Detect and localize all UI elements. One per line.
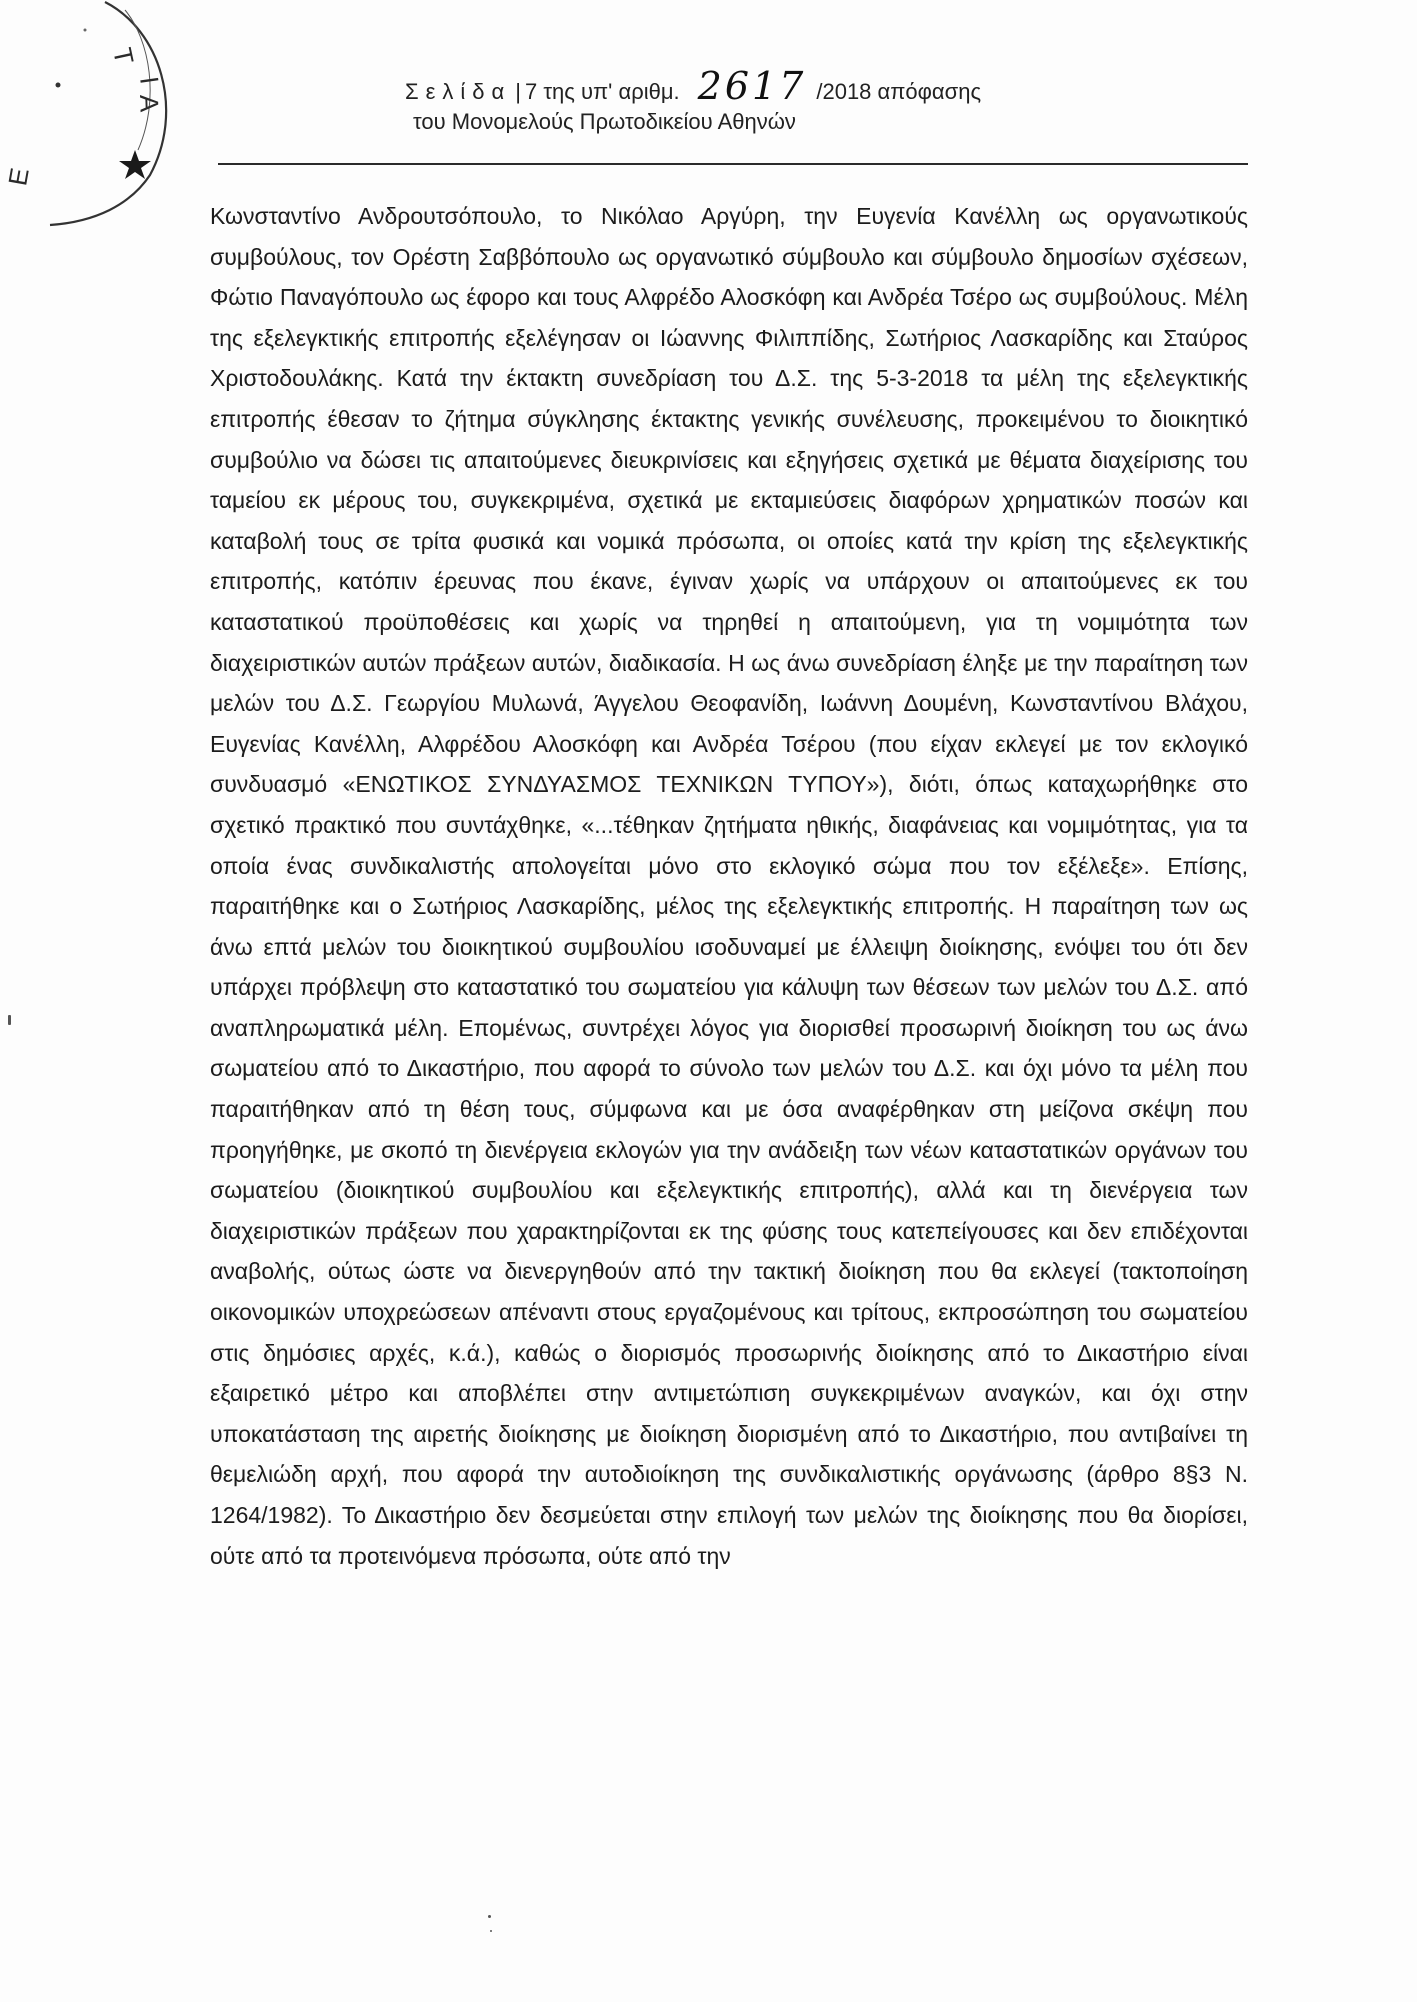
scan-speck	[8, 1015, 11, 1025]
decision-number: 2617	[697, 64, 807, 108]
court-stamp-icon	[2, 0, 180, 230]
svg-text:Ι: Ι	[134, 74, 165, 86]
svg-text:Α: Α	[134, 94, 165, 113]
svg-text:Τ: Τ	[107, 45, 140, 67]
header-divider	[218, 163, 1248, 165]
page-separator: |	[515, 79, 521, 104]
decision-suffix: /2018 απόφασης	[816, 79, 982, 104]
scan-speck	[488, 1915, 491, 1918]
body-text	[210, 196, 1248, 1576]
header-page-line	[405, 64, 1125, 108]
page-header	[405, 64, 1125, 136]
court-name: του Μονομελούς Πρωτοδικείου Αθηνών	[413, 109, 796, 134]
body-paragraph: Κωνσταντίνο Ανδρουτσόπουλο, το Νικόλαο Αργύρη, την Ευγενία Κανέλλη ως οργανωτικούς συμβούλους, τον Ορέστη Σαββόπουλο ως οργανωτικό σύμβουλο και σύμβουλο δημοσίων σχέσεων, Φώτιο Παναγόπουλο ως έφορο και τους Αλφρέδο Αλοσκόφη και Ανδρέα Τσέρο ως συμβούλους. Μέλη της εξελεγκτικής επιτροπής εξελέγησαν οι Ιώαννης Φιλιππίδης, Σωτήριος Λασκαρίδης και Σταύρος Χριστοδουλάκης. Κατά την έκτακτη συνεδρίαση του Δ.Σ. της 5-3-2018 τα μέλη της εξελεγκτικής επιτροπής έθεσαν το ζήτημα σύγκλησης έκτακτης γενικής συνέλευσης, προκειμένου το διοικητικό συμβούλιο να δώσει τις απαιτούμενες διευκρινίσεις και εξηγήσεις σχετικά με θέματα διαχείρισης του ταμείου εκ μέρους του, συγκεκριμένα, σχετικά με εκταμιεύσεις διαφόρων χρηματικών ποσών και καταβολή τους σε τρίτα φυσικά και νομικά πρόσωπα, οι οποίες κατά την κρίση της εξελεγκτικής επιτροπής, κατόπιν έρευνας που έκανε, έγιναν χωρίς να υπάρχουν οι απαιτούμενες εκ του καταστατικού προϋποθέσεις και χωρίς να τηρηθεί η απαιτούμενη, για τη νομιμότητα των διαχειριστικών αυτών πράξεων αυτών, διαδικασία. Η ως άνω συνεδρίαση έληξε με την παραίτηση των μελών του Δ.Σ. Γεωργίου Μυλωνά, Άγγελου Θεοφανίδη, Ιωάννη Δουμένη, Κωνσταντίνου Βλάχου, Ευγενίας Κανέλλη, Αλφρέδου Αλοσκόφη και Ανδρέα Τσέρου (που είχαν εκλεγεί με τον εκλογικό συνδυασμό «ΕΝΩΤΙΚΟΣ ΣΥΝΔΥΑΣΜΟΣ ΤΕΧΝΙΚΩΝ ΤΥΠΟΥ»), διότι, όπως καταχωρήθηκε στο σχετικό πρακτικό που συντάχθηκε, «...τέθηκαν ζητήματα ηθικής, διαφάνειας και νομιμότητας, για τα οποία ένας συνδικαλιστής απολογείται μόνο στο εκλογικό σώμα που τον εξέλεξε». Επίσης, παραιτήθηκε και ο Σωτήριος Λασκαρίδης, μέλος της εξελεγκτικής επιτροπής. Η παραίτηση των ως άνω επτά μελών του διοικητικού συμβουλίου ισοδυναμεί με έλλειψη διοίκησης, ενόψει του ότι δεν υπάρχει πρόβλεψη στο καταστατικό του σωματείου για κάλυψη των θέσεων των μελών του Δ.Σ. από αναπληρωματικά μέλη. Επομένως, συντρέχει λόγος για διορισθεί προσωρινή διοίκηση του ως άνω σωματείου από το Δικαστήριο, που αφορά το σύνολο των μελών του Δ.Σ. και όχι μόνο τα μέλη που παραιτήθηκαν από τη θέση τους, σύμφωνα και με όσα αναφέρθηκαν στη μείζονα σκέψη που προηγήθηκε, με σκοπό τη διενέργεια εκλογών για την ανάδειξη των νέων καταστατικών οργάνων του σωματείου (διοικητικού συμβουλίου και εξελεγκτικής επιτροπής), αλλά και τη διενέργεια των διαχειριστικών πράξεων που χαρακτηρίζονται εκ της φύσης τους κατεπείγουσες και δεν επιδέχονται αναβολής, ούτως ώστε να διενεργηθούν από την τακτική διοίκηση που θα εκλεγεί (τακτοποίηση οικονομικών υποχρεώσεων απέναντι στους εργαζομένους και τρίτους, εκπροσώπηση του σωματείου στις δημόσιες αρχές, κ.ά.), καθώς ο διορισμός προσωρινής διοίκησης από το Δικαστήριο είναι εξαιρετικό μέτρο και αποβλέπει στην αντιμετώπιση συγκεκριμένων αναγκών, και όχι στην υποκατάσταση της αιρετής διοίκησης με διοίκηση διορισμένη από το Δικαστήριο, που αντιβαίνει τη θεμελιώδη αρχή, που αφορά την αυτοδιοίκηση της συνδικαλιστικής οργάνωσης (άρθρο 8§3 Ν. 1264/1982). Το Δικαστήριο δεν δεσμεύεται στην επιλογή των μελών της διοίκησης που θα διορίσει, ούτε από τα προτεινόμενα πρόσωπα, ούτε από την	[210, 203, 1248, 1569]
scan-speck	[490, 1930, 492, 1932]
page-word: Σελίδα	[405, 79, 512, 104]
svg-text:Ε: Ε	[2, 165, 35, 188]
page-label: 7 της υπ' αριθμ.	[524, 79, 680, 104]
